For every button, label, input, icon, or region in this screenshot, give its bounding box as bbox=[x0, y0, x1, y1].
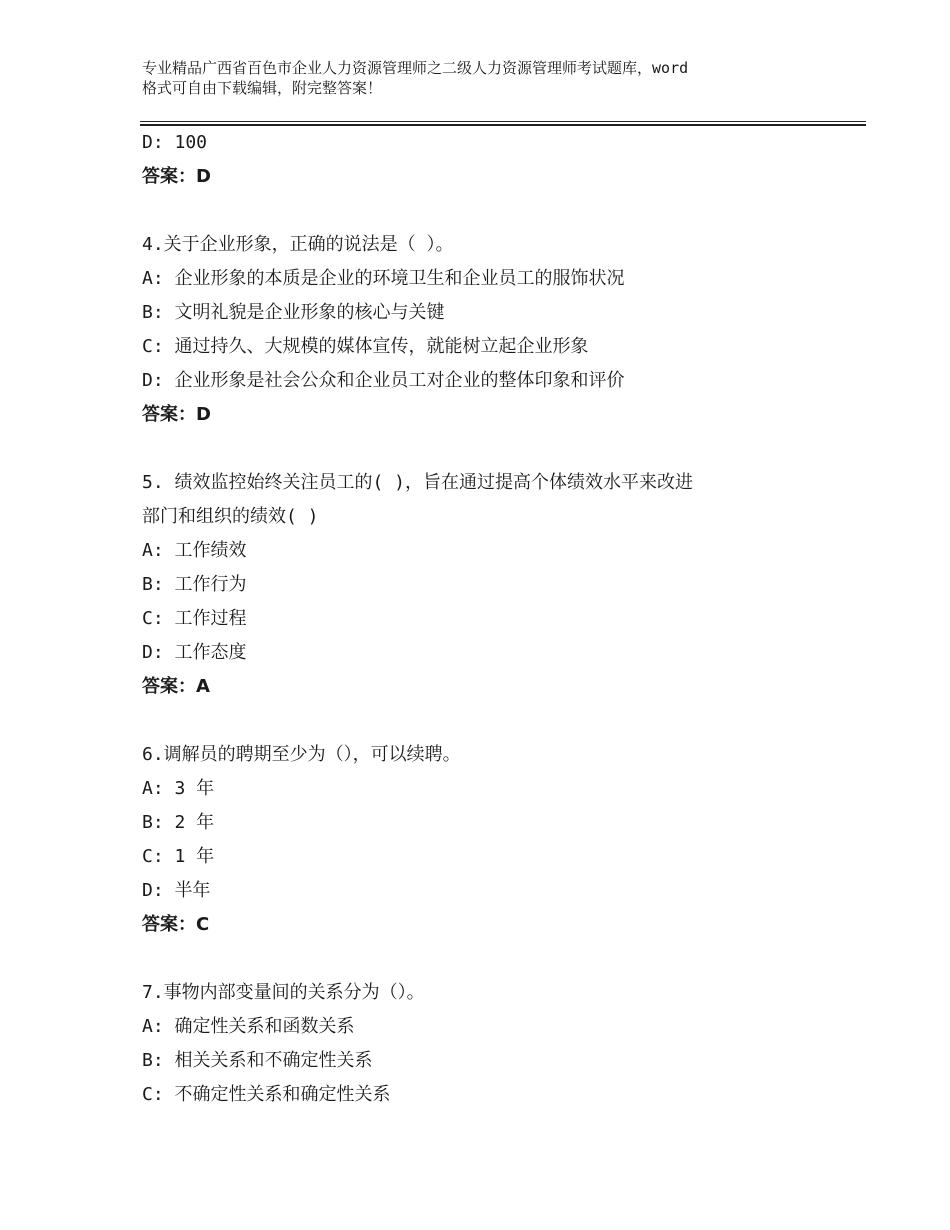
q4-answer: 答案：D bbox=[142, 404, 211, 425]
q6-answer: 答案：C bbox=[142, 914, 210, 935]
q6-option-a: A: 3 年 bbox=[142, 778, 215, 799]
q5-option-b: B: 工作行为 bbox=[142, 574, 247, 595]
document-body bbox=[142, 126, 842, 1112]
header-line-2: 格式可自由下载编辑，附完整答案！ bbox=[142, 79, 383, 97]
q7-option-c: C: 不确定性关系和确定性关系 bbox=[142, 1084, 391, 1105]
q5-option-d: D: 工作态度 bbox=[142, 642, 247, 663]
spacer bbox=[142, 942, 842, 976]
q6-option-c: C: 1 年 bbox=[142, 846, 215, 867]
header-line-1: 专业精品广西省百色市企业人力资源管理师之二级人力资源管理师考试题库，word bbox=[142, 59, 689, 77]
q3-answer: 答案：D bbox=[142, 166, 211, 187]
q5-option-c: C: 工作过程 bbox=[142, 608, 247, 629]
document-header bbox=[142, 58, 862, 98]
header-rule-thin bbox=[140, 121, 866, 122]
q7-option-a: A: 确定性关系和函数关系 bbox=[142, 1016, 355, 1037]
q4-option-b: B: 文明礼貌是企业形象的核心与关键 bbox=[142, 302, 445, 323]
q6-question: 6.调解员的聘期至少为（），可以续聘。 bbox=[142, 744, 461, 765]
q7-question: 7.事物内部变量间的关系分为（）。 bbox=[142, 982, 425, 1003]
q6-option-b: B: 2 年 bbox=[142, 812, 215, 833]
q4-question: 4.关于企业形象，正确的说法是（ ）。 bbox=[142, 234, 454, 255]
q5-question-line-1: 5. 绩效监控始终关注员工的( )，旨在通过提高个体绩效水平来改进 bbox=[142, 472, 694, 493]
spacer bbox=[142, 194, 842, 228]
spacer bbox=[142, 704, 842, 738]
q5-question-line-2: 部门和组织的绩效( ) bbox=[142, 506, 319, 527]
q5-answer: 答案：A bbox=[142, 676, 210, 697]
q4-option-a: A: 企业形象的本质是企业的环境卫生和企业员工的服饰状况 bbox=[142, 268, 625, 289]
spacer bbox=[142, 432, 842, 466]
q3-option-d: D: 100 bbox=[142, 132, 208, 153]
q4-option-c: C: 通过持久、大规模的媒体宣传，就能树立起企业形象 bbox=[142, 336, 589, 357]
q5-option-a: A: 工作绩效 bbox=[142, 540, 247, 561]
q7-option-b: B: 相关关系和不确定性关系 bbox=[142, 1050, 373, 1071]
q6-option-d: D: 半年 bbox=[142, 880, 211, 901]
q4-option-d: D: 企业形象是社会公众和企业员工对企业的整体印象和评价 bbox=[142, 370, 625, 391]
